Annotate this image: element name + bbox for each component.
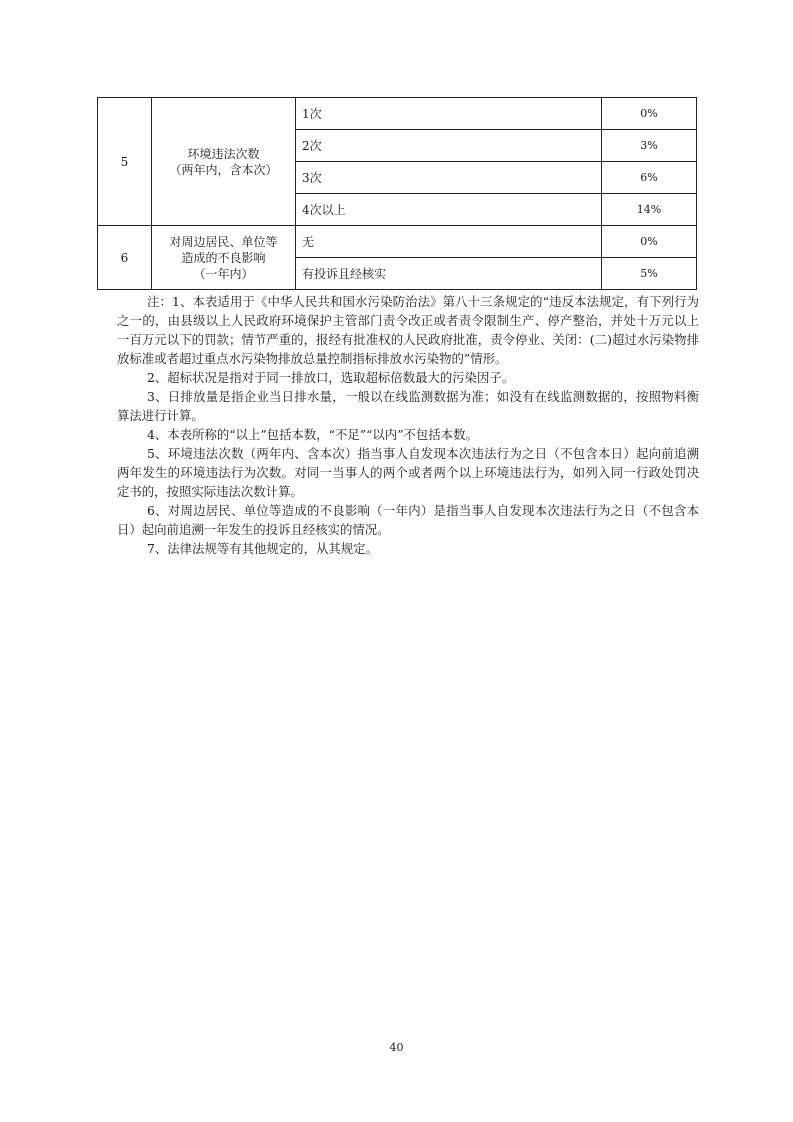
row-number: 5 (98, 98, 152, 226)
value-cell: 14% (602, 194, 697, 226)
table-row (98, 98, 697, 130)
criterion-cell: 4次以上 (296, 194, 602, 226)
value-cell: 0% (602, 98, 697, 130)
value-cell: 3% (602, 130, 697, 162)
criterion-cell: 无 (296, 226, 602, 258)
note-paragraph: 5、环境违法次数（两年内、含本次）指当事人自发现本次违法行为之日（不包含本日）起向前追溯两年发生的环境违法行为次数。对同一当事人的两个或者两个以上环境违法行为，如列入同一行政处罚决定书的，按照实际违法次数计算。 (117, 446, 699, 499)
note-paragraph: 2、超标状况是指对于同一排放口，选取超标倍数最大的污染因子。 (147, 370, 515, 385)
criterion-cell: 2次 (296, 130, 602, 162)
note-paragraph: 注：1、本表适用于《中华人民共和国水污染防治法》第八十三条规定的“违反本法规定，有下列行为之一的，由县级以上人民政府环境保护主管部门责令改正或者责令限制生产、停产整治，并处十万元以上一百万元以下的罚款；情节严重的，报经有批准权的人民政府批准，责令停业、关闭：(二)超过水污染物排放标准或者超过重点水污染物排放总量控制指标排放水污染物的”情形。 (117, 294, 699, 366)
notes-section (117, 292, 699, 558)
item-line: （两年内，含本次） (169, 162, 278, 177)
criterion-cell: 有投诉且经核实 (296, 258, 602, 290)
item-cell (152, 98, 296, 226)
criterion-cell: 3次 (296, 162, 602, 194)
penalty-criteria-table (97, 97, 697, 290)
item-line: 造成的不良影响 (181, 250, 266, 265)
note-paragraph: 6、对周边居民、单位等造成的不良影响（一年内）是指当事人自发现本次违法行为之日（不包含本日）起向前追溯一年发生的投诉且经核实的情况。 (117, 503, 699, 537)
note-paragraph: 4、本表所称的“以上”包括本数，“不足”“以内”不包括本数。 (147, 427, 478, 442)
item-line: 对周边居民、单位等 (169, 234, 278, 249)
row-number: 6 (98, 226, 152, 290)
value-cell: 0% (602, 226, 697, 258)
item-line: （一年内） (193, 266, 254, 281)
note-paragraph: 3、日排放量是指企业当日排水量，一般以在线监测数据为准；如没有在线监测数据的，按照物料衡算法进行计算。 (117, 389, 699, 423)
table-row (98, 226, 697, 258)
page-number: 40 (389, 1041, 404, 1054)
value-cell: 5% (602, 258, 697, 290)
item-cell (152, 226, 296, 290)
criterion-cell: 1次 (296, 98, 602, 130)
note-paragraph: 7、法律法规等有其他规定的，从其规定。 (147, 541, 378, 556)
value-cell: 6% (602, 162, 697, 194)
item-line: 环境违法次数 (187, 146, 260, 161)
